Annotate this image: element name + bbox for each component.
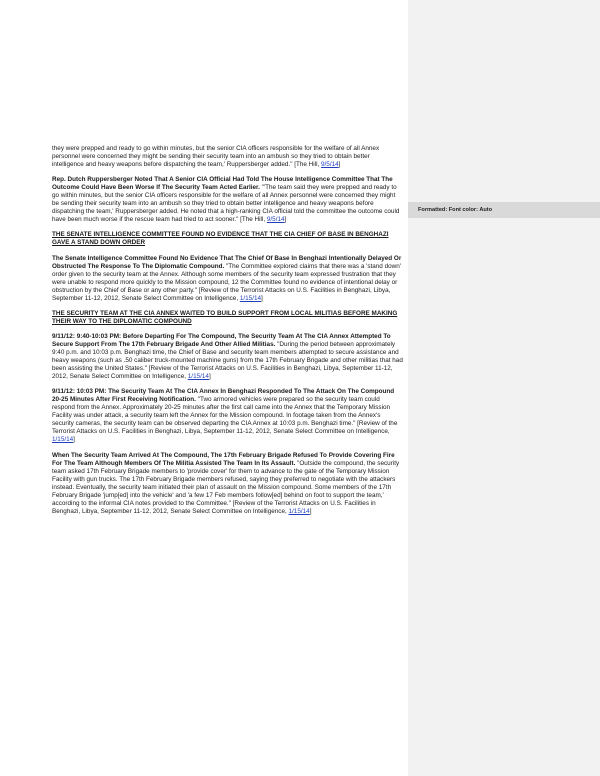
paragraph-text: "During the period between approximately 9:40 p.m. and 10:03 p.m. Benghazi time, the Chief of Base and security team members attempted to secure assistance and heavy weapons (such as .50 caliber truck-mounted machine guns) from the 17th February Brigade and other militias that had been assisting the United States." [Review of the Terrorist Attacks on U.S. Facilities in Benghazi, Libya, September 11-12, 2012, Senate Select Committee on Intelligence,: [52, 340, 403, 381]
paragraph-bold: When The Security Team Arrived At The Compound, The 17th February Brigade Refused To Provide Covering Fire For The Team Although Members Of The Militia Assisted The Team In Its Assault.: [52, 451, 395, 467]
paragraph-bold: The Senate Intelligence Committee Found No Evidence That The Chief Of Base In Benghazi Intentionally Delayed Or Obstructed The Response To The Diplomatic Compound.: [52, 254, 402, 270]
paragraph-text: they were prepped and ready to go within minutes, but the senior CIA officers responsible for the welfare of all Annex personnel were concerned they might be sending their security team into an ambush so they tried to obtain better intelligence and heavy weapons before dispatching the team,' Ruppersberger added." [The Hill,: [52, 145, 380, 169]
source-link[interactable]: 1/15/14: [239, 294, 262, 302]
paragraph: [52, 176, 403, 224]
source-link[interactable]: 1/15/14: [52, 436, 74, 444]
paragraph-close: ]: [284, 216, 287, 224]
paragraph-close: ]: [261, 294, 263, 302]
paragraph-bold: 9/11/12: 10:03 PM: The Security Team At The CIA Annex In Benghazi Responded To The Attack On The Compound 20-25 Minutes After First Receiving Notification.: [52, 388, 395, 404]
section-heading: THE SECURITY TEAM AT THE CIA ANNEX WAITED TO BUILD SUPPORT FROM LOCAL MILITIAS BEFORE MAKING THEIR WAY TO THE DIPLOMATIC COMPOUND: [52, 309, 398, 325]
paragraph-text: "Outside the compound, the security team asked 17th February Brigade members to 'provide cover' for them to advance to the gate of the Temporary Mission Facility with gun trucks. The 17th February Brigade members refused, saying they preferred to negotiate with the attackers instead. Eventually, the security team initiated their plan of assault on the Mission compound. Some members of the 17th February Brigade 'jump[ed] into the vehicle' and 'a few 17 Feb members follow[ed] behind on foot to support the team,' according to the informal CIA notes provided to the Committee." [Review of the Terrorist Attacks on U.S. Facilities in Benghazi, Libya, September 11-12, 2012, Senate Select Committee on Intelligence,: [52, 459, 400, 515]
paragraph-text: "'The team said they were prepped and ready to go within minutes, but the senior CIA officers responsible for the welfare of all Annex personnel were concerned they might be sending their security team into an ambush so they tried to obtain better intelligence and heavy weapons before dispatching the team,' Ruppersberger added. He noted that a high-ranking CIA official told the committee the outcome could have been much worse if the rescue team had tried to act sooner." [The Hill,: [52, 184, 400, 224]
paragraph-bold: 9/11/12: 9:40-10:03 PM: Before Departing For The Compound, The Security Team At The CIA Annex Attempted To Secure Support From The 17th February Brigade And Other Allied Militias.: [52, 332, 391, 348]
source-link[interactable]: 1/15/14: [288, 507, 310, 515]
paragraph-close: ]: [309, 507, 312, 515]
paragraph: [52, 452, 403, 516]
paragraph-close: ]: [73, 436, 75, 444]
paragraph-bold: Rep. Dutch Ruppersberger Noted That A Senior CIA Official Had Told The House Intelligence Committee That The Outcome Could Have Been Worse If The Security Team Acted Earlier.: [52, 176, 393, 192]
paragraph: [52, 145, 403, 169]
source-link[interactable]: 9/5/14: [321, 161, 339, 169]
paragraph-text: "The Committee explored claims that there was a 'stand down' order given to the security team at the Annex. Although some members of the security team expressed frustration that they were unable to respond more quickly to the Mission compound, 12 the Committee found no evidence of intentional delay or obstruction by the Chief of Base or any other party." [Review of the Terrorist Attacks on U.S. Facilities in Benghazi, Libya, September 11-12, 2012, Senate Select Committee on Intelligence,: [52, 262, 401, 302]
formatting-comment[interactable]: Formatted: Font color: Auto: [408, 202, 600, 218]
source-link[interactable]: 9/5/14: [266, 216, 285, 224]
comment-pane: [408, 0, 600, 776]
section-heading: THE SENATE INTELLIGENCE COMMITTEE FOUND NO EVIDENCE THAT THE CIA CHIEF OF BASE IN BENGHAZI GAVE A STAND DOWN ORDER: [52, 231, 389, 247]
source-link[interactable]: 1/15/14: [187, 373, 209, 381]
paragraph-text: "Two armored vehicles were prepared so the security team could respond from the Annex. Approximately 20-25 minutes after the first call came into the Annex that the Temporary Mission Facility was under attack, a security team left the Annex for the Mission compound. In footage taken from the Annex's security cameras, the security team can be observed departing the CIA Annex at 10:03 p.m. Benghazi time." [Review of the Terrorist Attacks on U.S. Facilities in Benghazi, Libya, September 11-12, 2012, Senate Select Committee on Intelligence,: [52, 396, 398, 436]
paragraph-close: ]: [338, 161, 341, 169]
paragraph-close: ]: [208, 373, 211, 381]
paragraph: [52, 255, 403, 303]
paragraph: [52, 333, 403, 381]
paragraph: [52, 388, 403, 444]
document-body: [52, 145, 403, 523]
